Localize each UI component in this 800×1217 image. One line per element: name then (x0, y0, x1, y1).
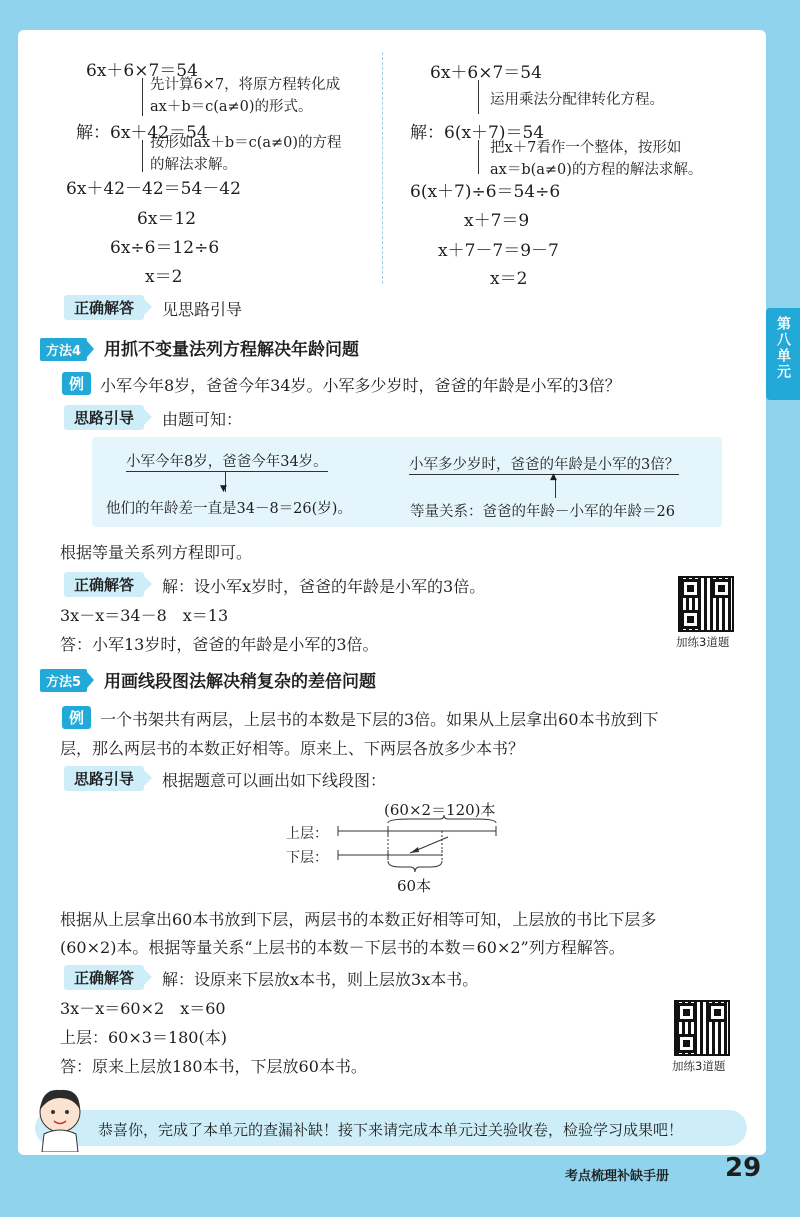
box-left-top: 小军今年8岁，爸爸今年34岁。 (126, 450, 328, 472)
left-line-4: 6x＝12 (137, 209, 197, 229)
right-note-1: 运用乘法分配律转化方程。 (490, 92, 664, 108)
method5-explain-1: 根据从上层拿出60本书放到下层，两层书的本数正好相等可知，上层放的书比下层多 (60, 910, 657, 929)
diagram-lower-label: 下层： (286, 850, 328, 866)
left-arrow-2 (142, 140, 143, 172)
left-note-1b: ax＋b＝c(a≠0)的形式。 (150, 99, 313, 115)
right-arrow-1 (478, 80, 479, 114)
method5-tag: 方法5 (40, 669, 87, 692)
method5-answer-badge: 正确解答 (64, 965, 144, 990)
qr-label-2: 加练3道题 (672, 1059, 726, 1073)
qr-code-2[interactable] (674, 1000, 730, 1056)
footer-book-title: 考点梳理补缺手册 (565, 1169, 670, 1184)
method4-equation: 3x－x＝34－8 x＝13 (60, 606, 229, 625)
box-right-bottom: 等量关系：爸爸的年龄－小军的年龄＝26 (410, 504, 675, 520)
right-line-3: 6(x＋7)÷6＝54÷6 (410, 182, 561, 202)
method5-conclusion: 答：原来上层放180本书，下层放60本书。 (60, 1057, 367, 1076)
method4-example-text: 小军今年8岁，爸爸今年34岁。小军多少岁时，爸爸的年龄是小军的3倍？ (100, 376, 621, 395)
method5-upper: 上层：60×3＝180(本) (60, 1028, 227, 1047)
left-line-5: 6x÷6＝12÷6 (110, 238, 220, 258)
qr-code-1[interactable] (678, 576, 734, 632)
method5-explain-2: (60×2)本。根据等量关系“上层书的本数－下层书的本数＝60×2”列方程解答。 (60, 938, 625, 957)
unit-tab-label: 第八单元 (775, 316, 791, 380)
diagram-bottom-label: 60本 (397, 877, 432, 895)
method5-example-text-2: 层，那么两层书的本数正好相等。原来上、下两层各放多少本书？ (60, 739, 525, 758)
method4-example-label: 例 (62, 372, 91, 395)
method5-example-label: 例 (62, 706, 91, 729)
method4-tag: 方法4 (40, 338, 87, 361)
method4-answer-badge: 正确解答 (64, 572, 144, 597)
box-left-arrowhead: ▼ (220, 484, 227, 494)
method5-example-text-1: 一个书架共有两层，上层书的本数是下层的3倍。如果从上层拿出60本书放到下 (100, 710, 659, 729)
unit-tab (766, 308, 800, 400)
top-brace (388, 815, 496, 823)
method4-idea-badge: 思路引导 (64, 405, 144, 430)
left-note-2a: 按形如ax＋b＝c(a≠0)的方程 (150, 135, 342, 151)
diagram-upper-label: 上层： (286, 826, 328, 842)
method5-idea-badge: 思路引导 (64, 766, 144, 791)
method5-idea-text: 根据题意可以画出如下线段图： (162, 771, 387, 790)
diagram-top-label: (60×2＝120)本 (384, 801, 496, 819)
right-line-2: 解：6(x＋7)＝54 (410, 123, 545, 143)
right-line-5: x＋7－7＝9－7 (438, 241, 559, 261)
right-line-1: 6x＋6×7＝54 (430, 63, 542, 83)
page-number: 29 (725, 1153, 762, 1183)
left-line-2: 解：6x＋42＝54 (76, 123, 208, 143)
method4-idea-text: 由题可知： (162, 410, 243, 429)
move-arrowhead (410, 847, 419, 853)
left-note-1a: 先计算6×7，将原方程转化成 (150, 77, 341, 93)
answer-badge-1: 正确解答 (64, 295, 144, 320)
method5-answer-text: 解：设原来下层放x本书，则上层放3x本书。 (162, 970, 479, 989)
box-right-top: 小军多少岁时，爸爸的年龄是小军的3倍？ (409, 453, 679, 475)
left-line-6: x＝2 (145, 267, 183, 287)
bottom-brace (388, 861, 442, 872)
method4-after-box: 根据等量关系列方程即可。 (60, 543, 253, 562)
right-note-2b: ax＝b(a≠0)的方程的解法求解。 (490, 162, 703, 178)
congrats-text: 恭喜你，完成了本单元的查漏补缺！接下来请完成本单元过关验收卷，检验学习成果吧！ (98, 1121, 684, 1139)
qr-label-1: 加练3道题 (676, 635, 730, 649)
box-right-arrowhead: ▲ (550, 472, 557, 482)
column-divider (382, 52, 383, 284)
box-left-bottom: 他们的年龄差一直是34－8＝26(岁)。 (106, 501, 352, 517)
left-arrow-1 (142, 78, 143, 116)
method4-title: 用抓不变量法列方程解决年龄问题 (104, 340, 359, 360)
left-line-1: 6x＋6×7＝54 (86, 61, 198, 81)
right-arrow-2 (478, 140, 479, 174)
right-note-2a: 把x＋7看作一个整体，按形如 (490, 140, 682, 156)
answer-text-1: 见思路引导 (162, 300, 243, 319)
method5-equation: 3x－x＝60×2 x＝60 (60, 999, 226, 1018)
method4-answer-text: 解：设小军x岁时，爸爸的年龄是小军的3倍。 (162, 577, 486, 596)
student-avatar (30, 1082, 90, 1152)
right-line-4: x＋7＝9 (464, 211, 530, 231)
left-line-3: 6x＋42－42＝54－42 (66, 179, 241, 199)
method4-conclusion: 答：小军13岁时，爸爸的年龄是小军的3倍。 (60, 635, 379, 654)
method5-title: 用画线段图法解决稍复杂的差倍问题 (104, 672, 376, 692)
left-note-2b: 的解法求解。 (150, 157, 237, 173)
right-line-6: x＝2 (490, 269, 528, 289)
